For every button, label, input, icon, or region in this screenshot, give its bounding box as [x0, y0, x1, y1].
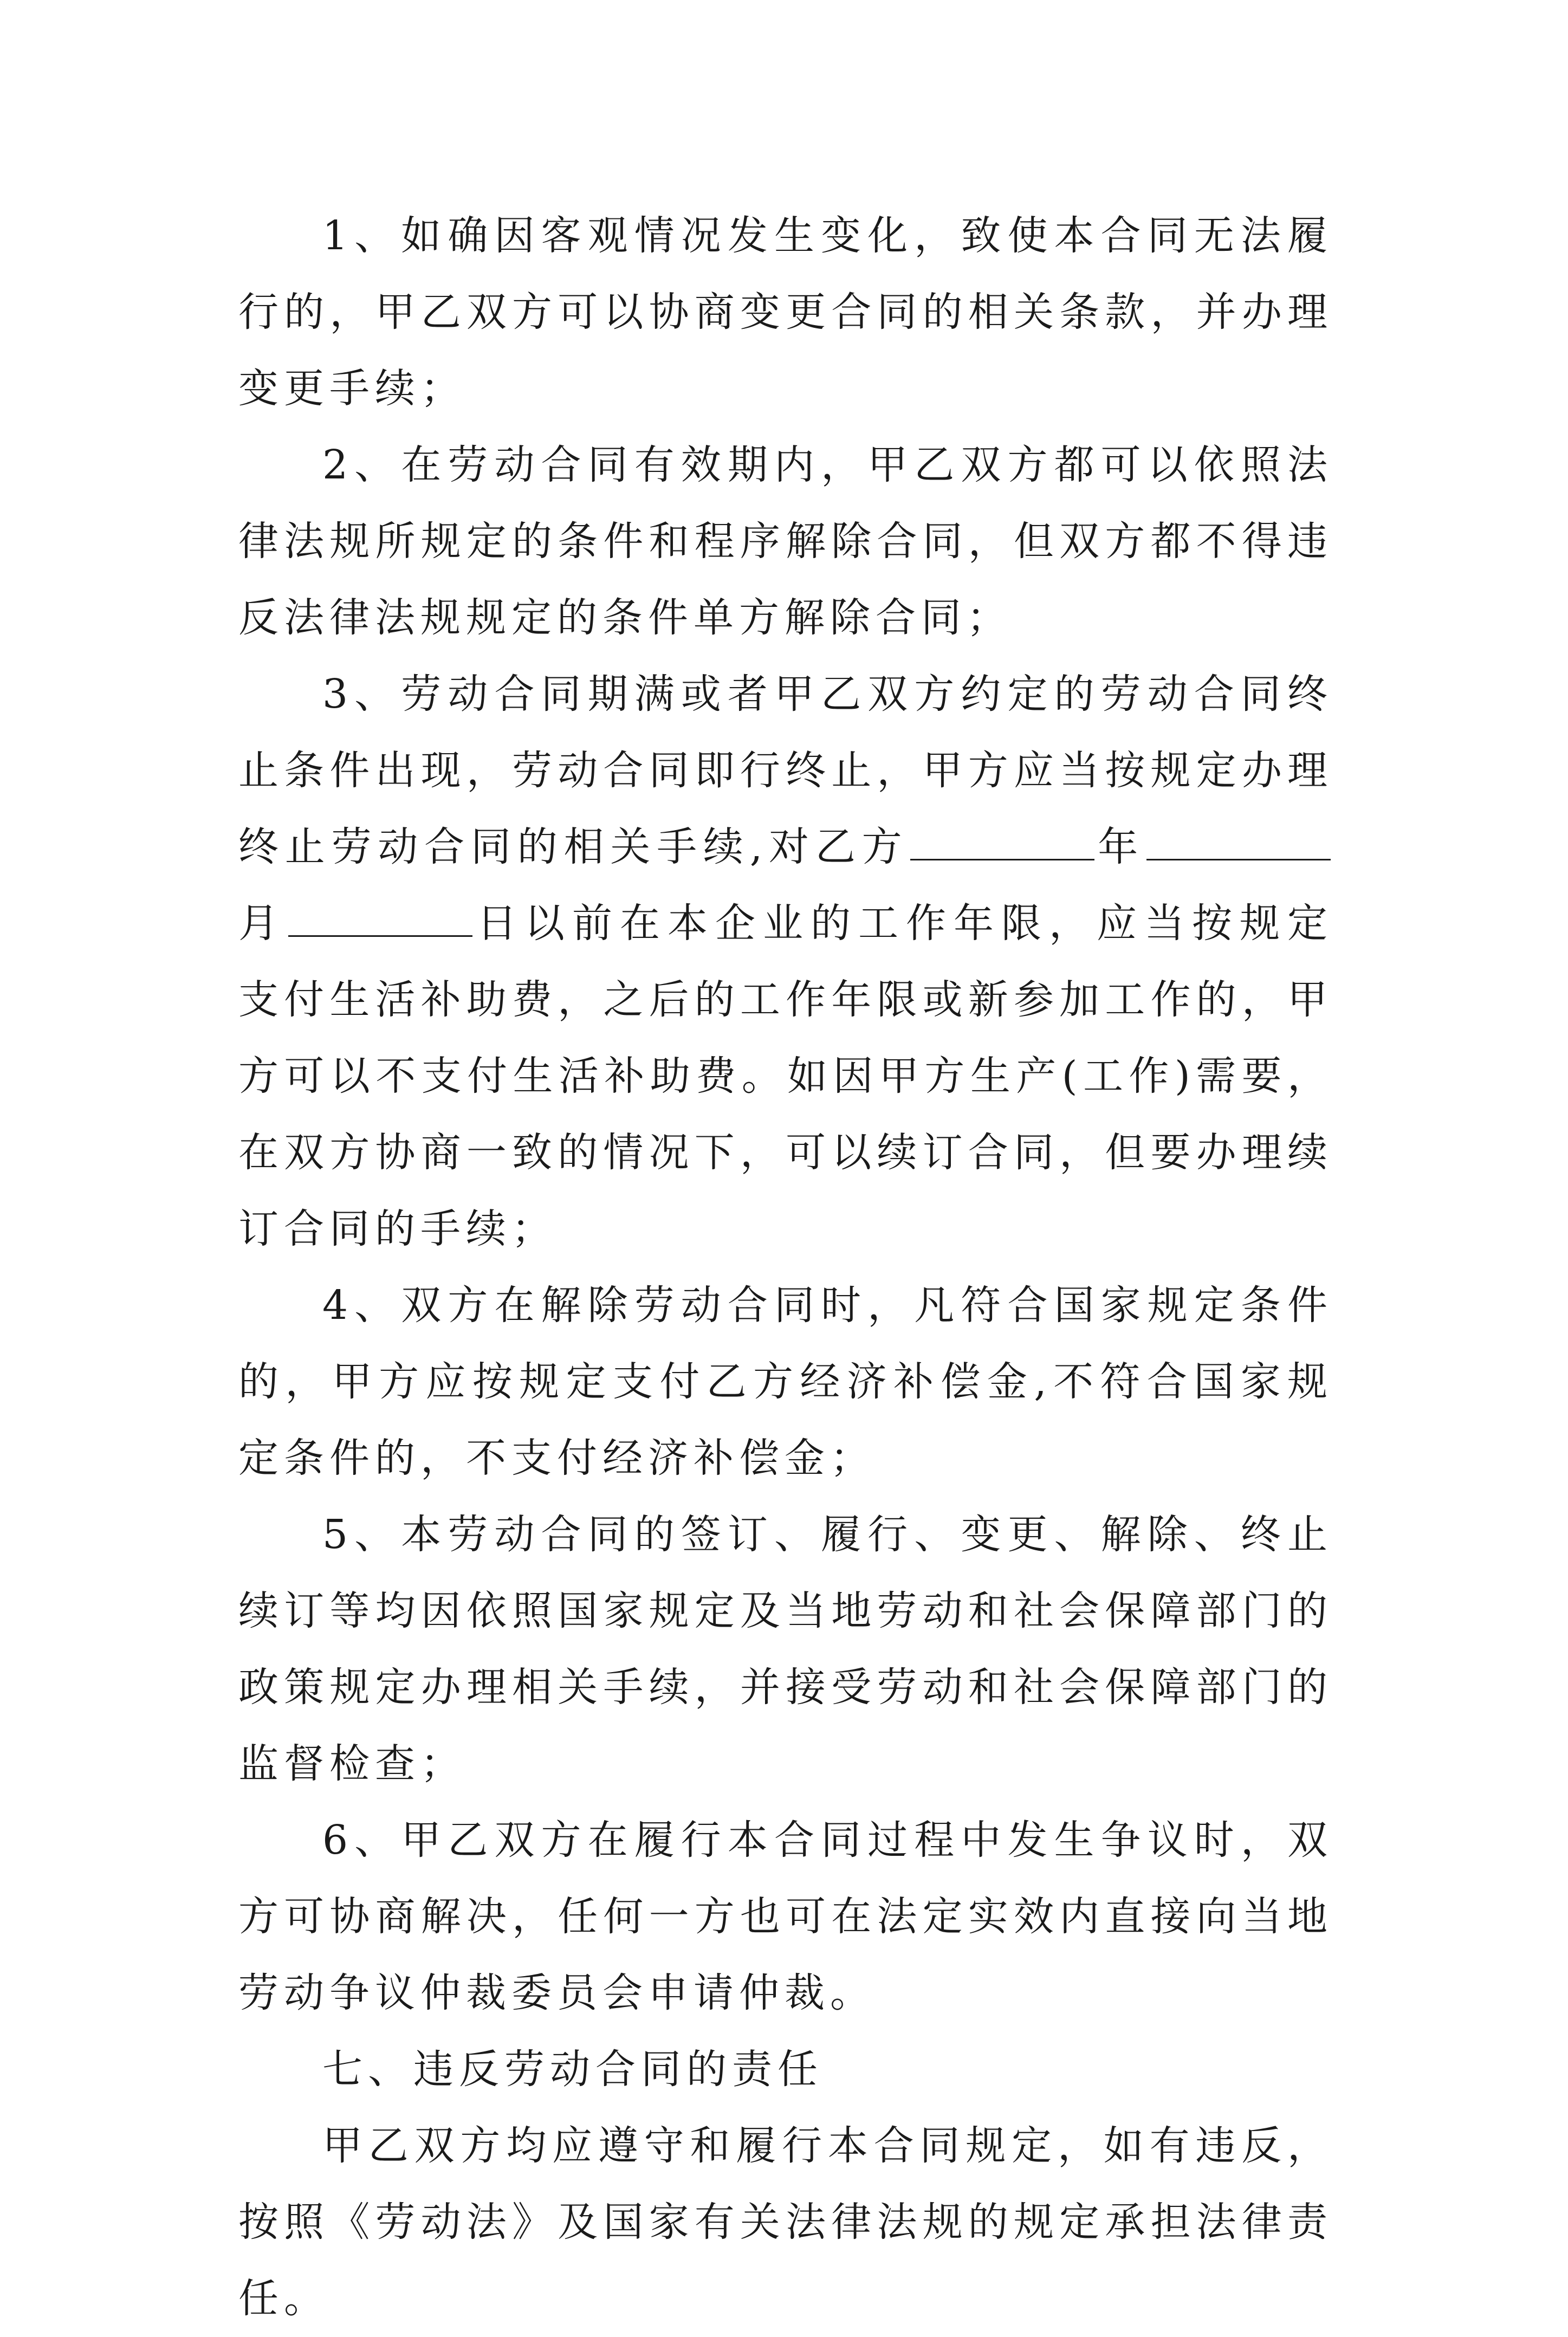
month-blank	[1146, 826, 1331, 860]
clause-3-text-before: 3、劳动合同期满或者甲乙双方约定的劳动合同终止条件出现，劳动合同即行终止，甲方应当按规定办理终止劳动合同的相关手续,对乙方	[238, 671, 1333, 870]
document-body	[238, 198, 1333, 2337]
section-7-body: 甲乙双方均应遵守和履行本合同规定，如有违反，按照《劳动法》及国家有关法律法规的规定承担法律责任。	[238, 2122, 1333, 2322]
year-blank	[910, 826, 1094, 860]
clause-3	[238, 656, 1333, 1267]
clause-5: 5、本劳动合同的签订、履行、变更、解除、终止续订等均因依照国家规定及当地劳动和社会保障部门的政策规定办理相关手续，并接受劳动和社会保障部门的监督检查；	[238, 1511, 1333, 1787]
day-blank	[288, 903, 472, 937]
clause-6: 6、甲乙双方在履行本合同过程中发生争议时，双方可协商解决，任何一方也可在法定实效内直接向当地劳动争议仲裁委员会申请仲裁。	[238, 1817, 1333, 2016]
clause-1: 1、如确因客观情况发生变化，致使本合同无法履行的，甲乙双方可以协商变更合同的相关条款，并办理变更手续；	[238, 212, 1333, 412]
month-label: 月	[238, 900, 286, 947]
clause-2: 2、在劳动合同有效期内，甲乙双方都可以依照法律法规所规定的条件和程序解除合同，但双方都不得违反法律法规规定的条件单方解除合同；	[238, 442, 1333, 641]
section-heading-7: 七、违反劳动合同的责任	[322, 2046, 823, 2093]
clause-3-text-after: 日以前在本企业的工作年限，应当按规定支付生活补助费，之后的工作年限或新参加工作的，甲方可以不支付生活补助费。如因甲方生产(工作)需要，在双方协商一致的情况下，可以续订合同，但要办理续订合同的手续；	[238, 900, 1333, 1252]
year-label: 年	[1097, 824, 1144, 870]
clause-4: 4、双方在解除劳动合同时，凡符合国家规定条件的，甲方应按规定支付乙方经济补偿金,不符合国家规定条件的，不支付经济补偿金；	[238, 1282, 1333, 1481]
